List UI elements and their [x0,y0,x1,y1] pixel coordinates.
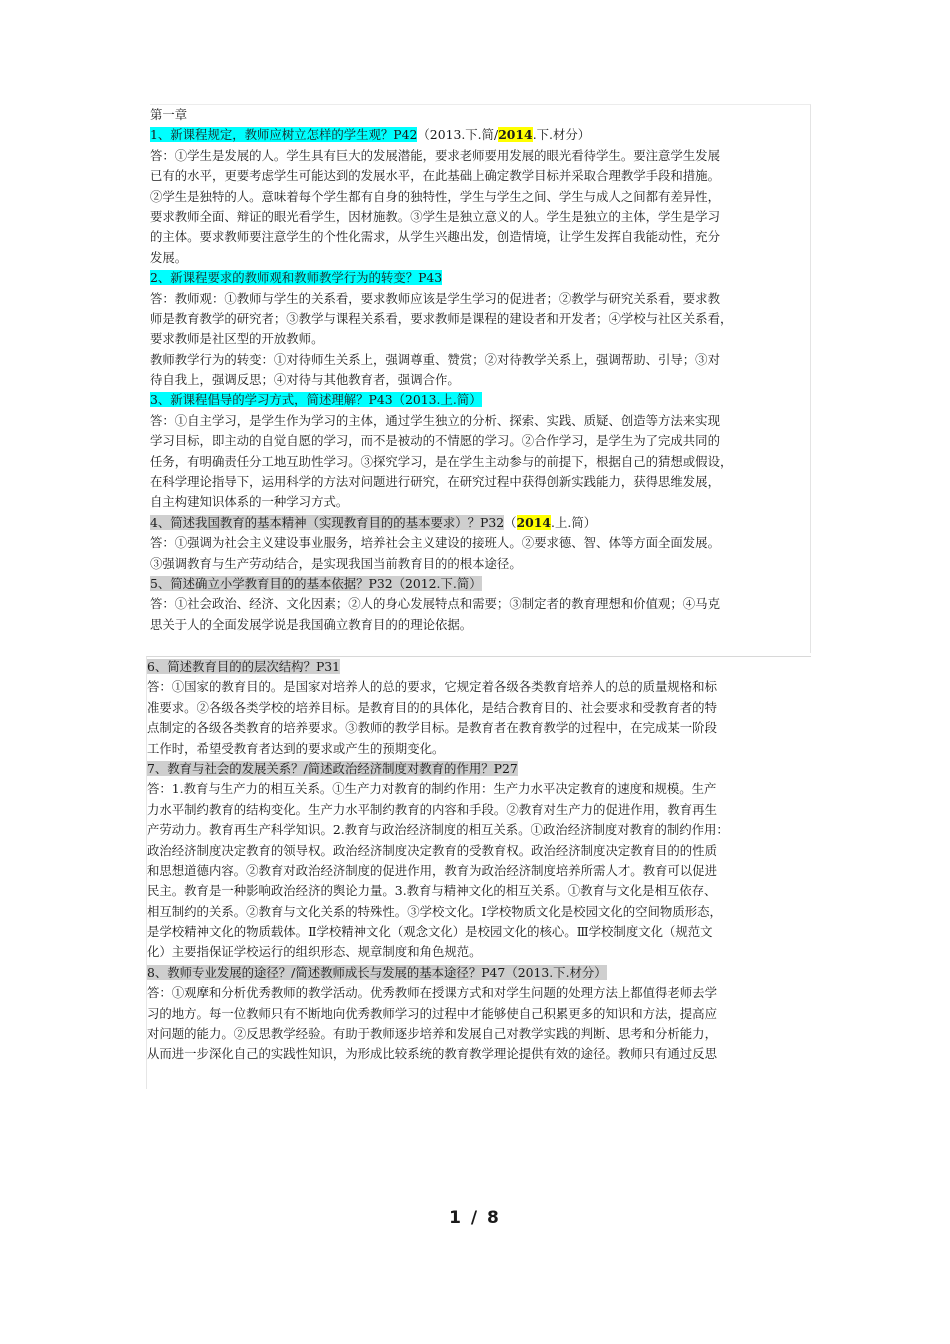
answer-8-line: 习的地方。每一位教师只有不断地向优秀教师学习的过程中才能够使自己积累更多的知识和方法，提高应 [147,1005,717,1021]
question-4-meta-b: .上.简） [551,514,597,530]
question-5 [150,574,810,594]
answer-2-line: 要求教师是社区型的开放教师。 [150,331,324,347]
answer-7-line: 相互制约的关系。②教育与文化关系的特殊性。③学校文化。Ⅰ学校物质文化是校园文化的空间物质形态， [147,903,722,919]
question-6 [147,657,811,677]
question-3 [150,390,810,410]
question-8-title: 8、教师专业发展的途径？/简述教师成长与发展的基本途径？P47（2013.下.材分） [147,964,607,980]
answer-3-line: 学习目标，即主动的自觉自愿的学习，而不是被动的不情愿的学习。②合作学习，是学生为了完成共同的 [150,433,720,449]
answer-2-line: 师是教育教学的研究者；③教学与课程关系看，要求教师是课程的建设者和开发者；④学校与社区关系看， [150,310,733,326]
answer-1-line: 发展。 [150,249,188,265]
answer-8-line: 从而进一步深化自己的实践性知识，为形成比较系统的教育教学理论提供有效的途径。教师只有通过反思 [147,1046,717,1062]
answer-7-line: 化）主要指保证学校运行的组织形态、规章制度和角色规范。 [147,944,482,960]
question-1 [150,125,810,145]
answer-4-line: 答：①强调为社会主义建设事业服务，培养社会主义建设的接班人。②要求德、智、体等方面全面发展。 [150,535,720,551]
answer-3-line: 任务，有明确责任分工地互助性学习。③探究学习，是在学生主动参与的前提下，根据自己的猜想或假设， [150,453,733,469]
question-1-year: 2014 [498,127,533,143]
page-number: 1 / 8 [449,1208,501,1228]
question-1-title: 1、新课程规定，教师应树立怎样的学生观？P42 [150,127,418,143]
answer-6-line: 准要求。②各级各类学校的培养目标。是教育目的的具体化，是结合教育目的、社会要求和受教育者的特 [147,699,717,715]
question-4-title: 4、简述我国教育的基本精神（实现教育目的的基本要求）？P32 [150,514,505,530]
answer-3-line: 在科学理论指导下，运用科学的方法对问题进行研究，在研究过程中获得创新实践能力，获得思维发展， [150,474,720,490]
answer-7-line: 是学校精神文化的物质载体。Ⅱ学校精神文化（观念文化）是校园文化的核心。Ⅲ学校制度文化（规范文 [147,924,713,940]
answer-7-line: 民主。教育是一种影响政治经济的舆论力量。3.教育与精神文化的相互关系。①教育与文化是相互依存、 [147,883,717,899]
question-4 [150,513,810,533]
answer-6-line: 点制定的各级各类教育的培养要求。③教师的教学目标。是教育者在教育教学的过程中，在完成某一阶段 [147,720,717,736]
answer-7-line: 答：1.教育与生产力的相互关系。①生产力对教育的制约作用：生产力水平决定教育的速度和规模。生产 [147,781,717,797]
answer-3-line: 自主构建知识体系的一种学习方式。 [150,494,349,510]
answer-1-line: 答：①学生是发展的人。学生具有巨大的发展潜能，要求老师要用发展的眼光看待学生。要注意学生发展 [150,147,720,163]
answer-1-line: 已有的水平，更要考虑学生可能达到的发展水平，在此基础上确定教学目标并采取合理教学手段和措施。 [150,168,720,184]
answer-2-line: 教师教学行为的转变：①对待师生关系上，强调尊重、赞赏；②对待教学关系上，强调帮助、引导；③对 [150,351,720,367]
answer-1-line: 的主体。要求教师要注意学生的个性化需求，从学生兴趣出发，创造情境，让学生发挥自我能动性，充分 [150,229,720,245]
answer-7-line: 产劳动力。教育再生产科学知识。2.教育与政治经济制度的相互关系。①政治经济制度对教育的制约作用： [147,822,729,838]
question-4-year: 2014 [516,514,552,530]
chapter-heading: 第一章 [150,107,188,122]
answer-5-line: 思关于人的全面发展学说是我国确立教育目的的理论依据。 [150,616,473,632]
answer-2-line: 待自我上，强调反思；④对待与其他教育者，强调合作。 [150,372,460,388]
page-block-1 [150,104,811,653]
question-2-title: 2、新课程要求的教师观和教师教学行为的转变？P43 [150,270,443,286]
question-1-meta-a: （2013.下.简/ [417,127,499,143]
question-6-title: 6、简述教育目的的层次结构？P31 [147,659,341,674]
question-7 [147,759,811,779]
answer-5-line: 答：①社会政治、经济、文化因素；②人的身心发展特点和需要；③制定者的教育理想和价值观；④马克 [150,596,720,612]
answer-4-line: ③强调教育与生产劳动结合，是实现我国当前教育目的的根本途径。 [150,555,522,571]
answer-3-line: 答：①自主学习，是学生作为学习的主体，通过学生独立的分析、探索、实践、质疑、创造等方法来实现 [150,412,720,428]
answer-2-line: 答：教师观：①教师与学生的关系看，要求教师应该是学生学习的促进者；②教学与研究关系看，要求教 [150,290,720,306]
page-block-2 [146,656,811,1089]
answer-8-line: 对问题的能力。②反思教学经验。有助于教师逐步培养和发展自己对教学实践的判断、思考和分析能力， [147,1026,717,1042]
question-8 [147,963,811,983]
question-4-meta-a: （ [504,514,517,530]
question-5-title: 5、简述确立小学教育目的的基本依据？P32（2012.下.简） [150,575,482,591]
answer-7-line: 力水平制约教育的结构变化。生产力水平制约教育的内容和手段。②教育对生产力的促进作用，教育再生 [147,801,717,817]
answer-8-line: 答：①观摩和分析优秀教师的教学活动。优秀教师在授课方式和对学生问题的处理方法上都值得老师去学 [147,985,717,1001]
question-7-title: 7、教育与社会的发展关系？/简述政治经济制度对教育的作用？P27 [147,760,518,776]
answer-1-line: 要求教师全面、辩证的眼光看学生，因材施教。③学生是独立意义的人。学生是独立的主体，学生是学习 [150,208,720,224]
answer-6-line: 工作时，希望受教育者达到的要求或产生的预期变化。 [147,740,445,756]
answer-1-line: ②学生是独特的人。意味着每个学生都有自身的独特性，学生与学生之间、学生与成人之间都有差异性， [150,188,720,204]
answer-7-line: 和思想道德内容。②教育对政治经济制度的促进作用，教育为政治经济制度培养所需人才。教育可以促进 [147,862,717,878]
question-1-meta-b: .下.材分） [532,127,591,143]
question-3-title: 3、新课程倡导的学习方式，简述理解？P43（2013.上.简） [150,392,482,408]
question-2 [150,268,810,288]
answer-6-line: 答：①国家的教育目的。是国家对培养人的总的要求，它规定着各级各类教育培养人的总的质量规格和标 [147,679,717,695]
answer-7-line: 政治经济制度决定教育的领导权。政治经济制度决定教育的受教育权。政治经济制度决定教育目的的性质 [147,842,717,858]
